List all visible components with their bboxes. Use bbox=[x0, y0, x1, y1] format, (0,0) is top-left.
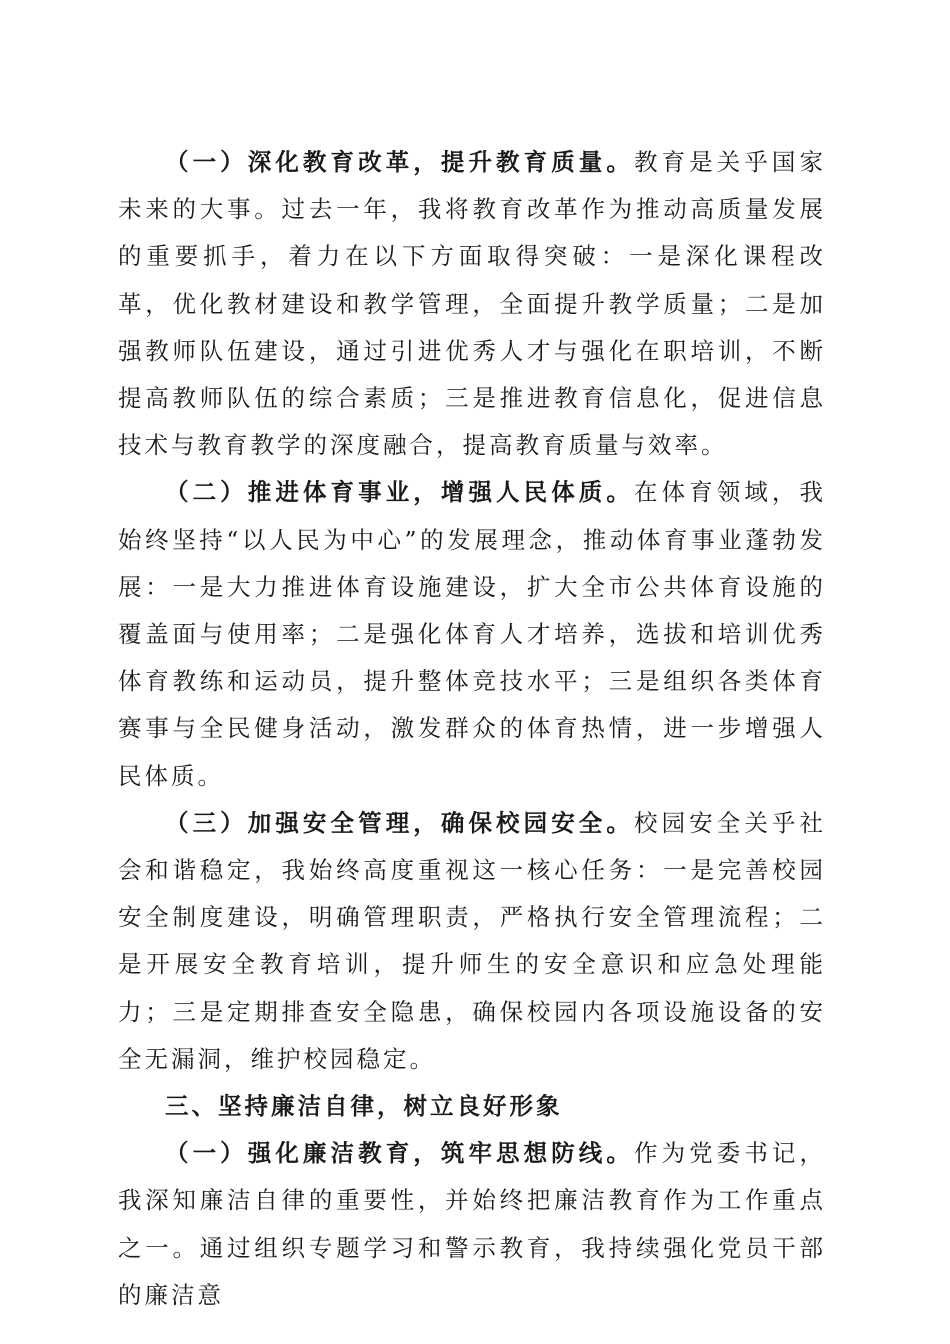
paragraph-lead: （一）深化教育改革，提升教育质量。 bbox=[165, 148, 634, 176]
paragraph-lead: （三）加强安全管理，确保校园安全。 bbox=[165, 808, 634, 837]
paragraph-body: 教育是关乎国家未来的大事。过去一年，我将教育改革作为推动高质量发展的重要抓手，着力在以下方面取得突破：一是深化课程改革，优化教材建设和教学管理，全面提升教学质量；二是加强教师队伍建设，通过引进优秀人才与强化在职培训，不断提高教师队伍的综合素质；三是推进教育信息化，促进信息技术与教育教学的深度融合，提高教育质量与效率。 bbox=[118, 148, 827, 460]
paragraph-body: 在体育领域，我始终坚持“以人民为中心”的发展理念，推动体育事业蓬勃发展：一是大力推进体育设施建设，扩大全市公共体育设施的覆盖面与使用率；二是强化体育人才培养，选拔和培训优秀体育教练和运动员，提升整体竞技水平；三是组织各类体育赛事与全民健身活动，激发群众的体育热情，进一步增强人民体质。 bbox=[118, 478, 827, 790]
section-heading: 三、坚持廉洁自律，树立良好形象 bbox=[165, 1092, 563, 1121]
paragraph-body: 作为党委书记，我深知廉洁自律的重要性，并始终把廉洁教育作为工作重点之一。通过组织专题学习和警示教育，我持续强化党员干部的廉洁意 bbox=[118, 1139, 827, 1309]
paragraph-lead: （二）推进体育事业，增强人民体质。 bbox=[165, 478, 634, 507]
paragraph-body: 校园安全关乎社会和谐稳定，我始终高度重视这一核心任务：一是完善校园安全制度建设，明确管理职责，严格执行安全管理流程；二是开展安全教育培训，提升师生的安全意识和应急处理能力；三是定期排查安全隐患，确保校园内各项设施设备的安全无漏洞，维护校园稳定。 bbox=[118, 808, 827, 1073]
paragraph-education-reform bbox=[118, 139, 826, 469]
paragraph-sports-development bbox=[118, 469, 826, 799]
document-page bbox=[118, 139, 826, 1319]
paragraph-campus-safety bbox=[118, 800, 826, 1083]
paragraph-integrity-education bbox=[118, 1130, 826, 1319]
paragraph-lead: （一）强化廉洁教育，筑牢思想防线。 bbox=[165, 1139, 634, 1168]
